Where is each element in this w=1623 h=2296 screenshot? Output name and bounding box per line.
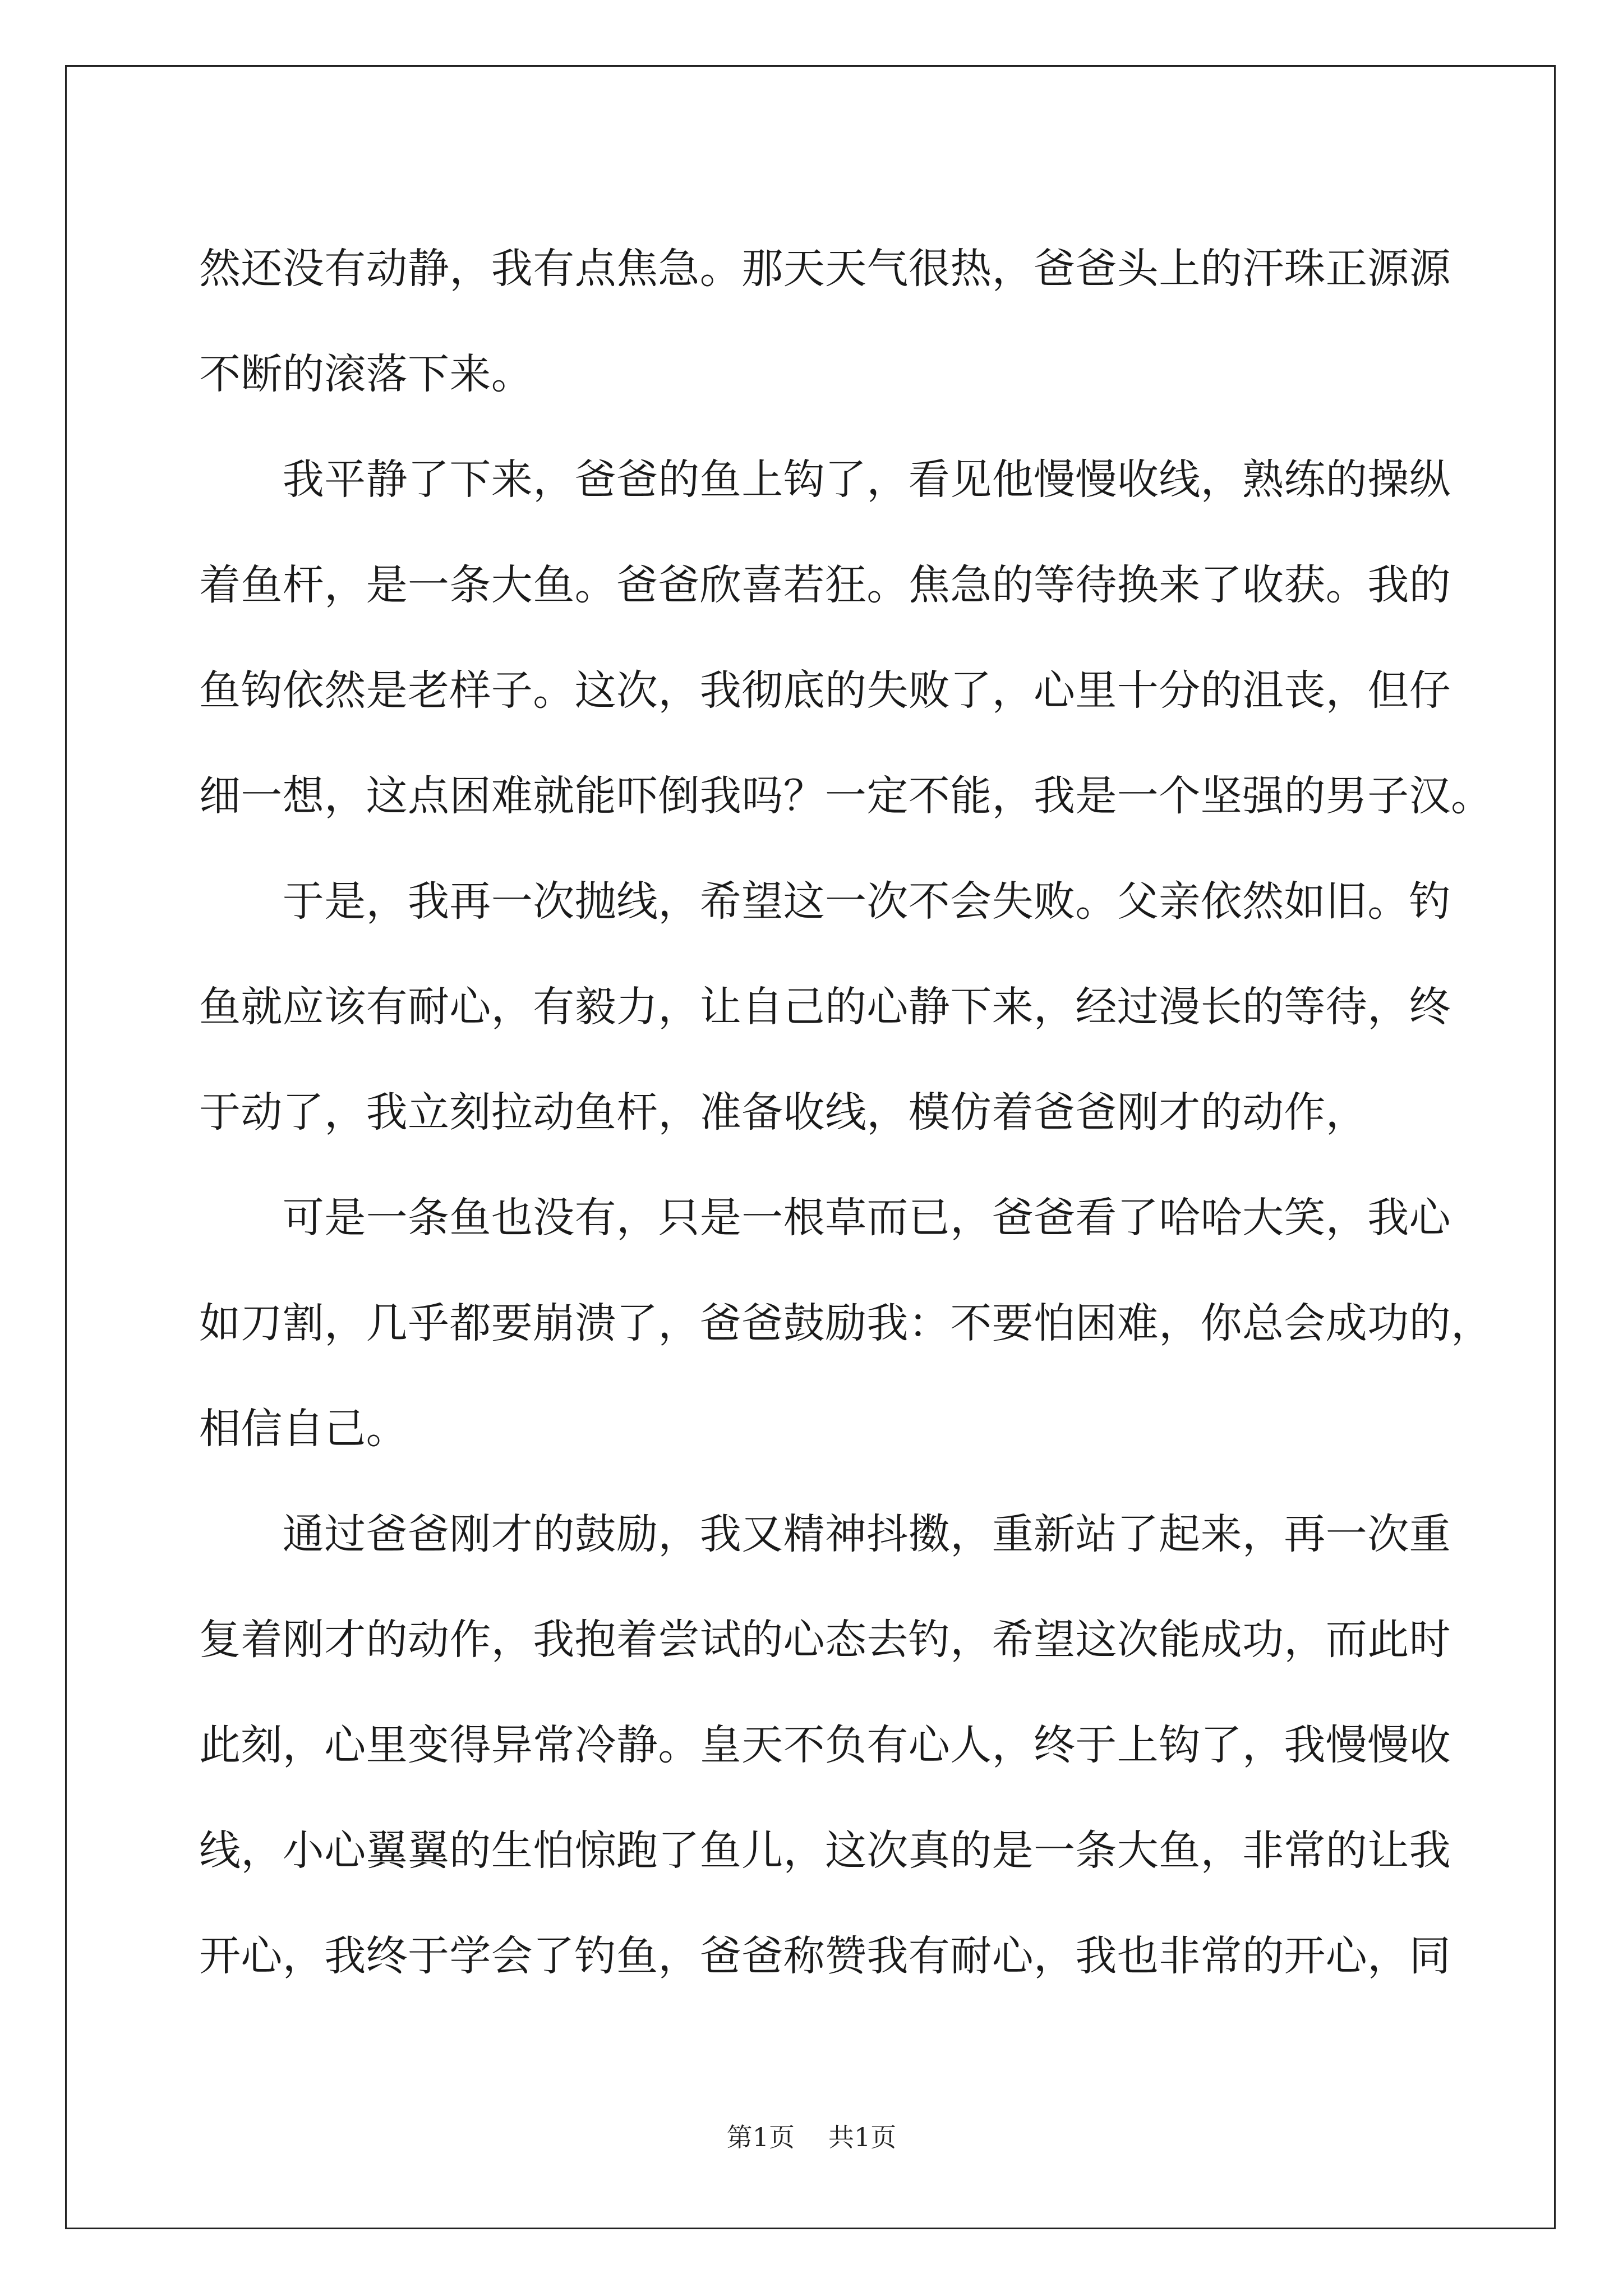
paragraph-1 — [199, 216, 1451, 427]
text-line: 开心，我终于学会了钓鱼，爸爸称赞我有耐心，我也非常的开心，同 — [199, 1932, 1451, 1980]
text-line: 线，小心翼翼的生怕惊跑了鱼儿，这次真的是一条大鱼，非常的让我 — [199, 1826, 1451, 1875]
text-line: 着鱼杆，是一条大鱼。爸爸欣喜若狂。焦急的等待换来了收获。我的 — [199, 561, 1451, 609]
paragraph-4 — [199, 1165, 1493, 1481]
page-footer — [0, 2120, 1623, 2154]
text-line: 我平静了下来，爸爸的鱼上钩了，看见他慢慢收线，熟练的操纵 — [199, 455, 1451, 504]
text-line: 鱼就应该有耐心，有毅力，让自己的心静下来，经过漫长的等待，终 — [199, 983, 1451, 1031]
paragraph-2 — [199, 427, 1493, 849]
document-body — [199, 216, 1493, 2009]
text-line: 复着刚才的动作，我抱着尝试的心态去钓，希望这次能成功，而此时 — [199, 1616, 1451, 1664]
text-line: 于动了，我立刻拉动鱼杆，准备收线，模仿着爸爸刚才的动作， — [199, 1088, 1368, 1137]
text-line: 相信自己。 — [199, 1405, 408, 1453]
text-line: 此刻，心里变得异常冷静。皇天不负有心人，终于上钩了，我慢慢收 — [199, 1721, 1451, 1769]
page-number-current: 第1页 — [726, 2122, 795, 2152]
text-line: 通过爸爸刚才的鼓励，我又精神抖擞，重新站了起来，再一次重 — [199, 1510, 1451, 1558]
text-line: 于是，我再一次抛线，希望这一次不会失败。父亲依然如旧。钓 — [199, 877, 1451, 926]
text-line: 鱼钩依然是老样子。这次，我彻底的失败了，心里十分的沮丧，但仔 — [199, 666, 1451, 715]
text-line: 细一想，这点困难就能吓倒我吗？一定不能，我是一个坚强的男子汉。 — [199, 772, 1493, 820]
text-line: 如刀割，几乎都要崩溃了，爸爸鼓励我：不要怕困难，你总会成功的， — [199, 1299, 1493, 1347]
page-number-total: 共1页 — [828, 2122, 897, 2152]
text-line: 然还没有动静，我有点焦急。那天天气很热，爸爸头上的汗珠正源源 — [199, 245, 1451, 293]
text-line: 可是一条鱼也没有，只是一根草而已，爸爸看了哈哈大笑，我心 — [199, 1194, 1451, 1242]
paragraph-3 — [199, 849, 1451, 1165]
text-line: 不断的滚落下来。 — [199, 350, 533, 398]
paragraph-5 — [199, 1481, 1451, 2009]
